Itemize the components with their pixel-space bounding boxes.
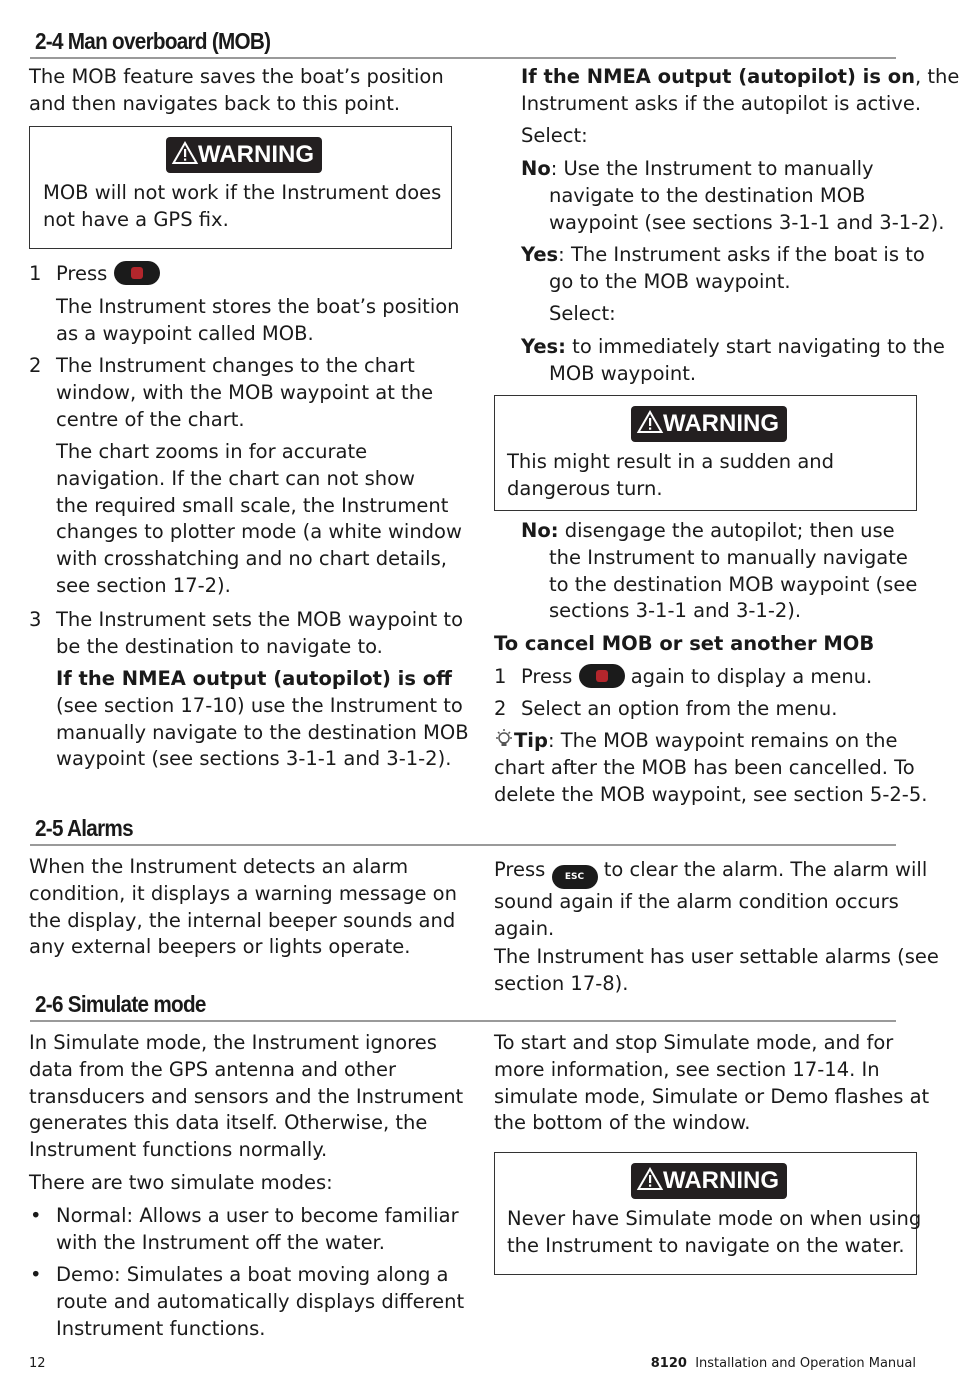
step1-press: Press	[56, 261, 160, 288]
tip-text: Tip: The MOB waypoint remains on the chart after the MOB has been cancelled. To delete the MOB waypoint, see section 5-2-5.	[494, 729, 928, 806]
step-number: 3	[29, 608, 42, 631]
footer-title: 8120 Installation and Operation Manual	[650, 1356, 916, 1371]
option-yes-start: Yes: to immediately start navigating to the MOB waypoint.	[521, 335, 945, 385]
alarm-clear-text: Press ESC to clear the alarm. The alarm will sound again if the alarm condition occurs again.	[494, 858, 928, 940]
warning-label: WARNING	[631, 406, 787, 442]
simulate-description: In Simulate mode, the Instrument ignores data from the GPS antenna and other transducers and sensors and the Instrument generates this data itself. Otherwise, the Instrument functions normally.	[29, 1031, 464, 1162]
mode-normal: Normal: Allows a user to become familiar with the Instrument off the water.	[56, 1204, 459, 1254]
step2-text: The Instrument changes to the chart window, with the MOB waypoint at the centre of the chart.	[56, 354, 434, 431]
esc-button-icon: ESC	[552, 865, 598, 889]
section-heading-simulate: 2-6 Simulate mode	[35, 991, 206, 1017]
step-number: 1	[29, 262, 42, 285]
warning-text-gps: MOB will not work if the Instrument does not have a GPS fix.	[43, 181, 442, 231]
step-number: 2	[29, 354, 42, 377]
nmea-on-text: If the NMEA output (autopilot) is on, the Instrument asks if the autopilot is active.	[521, 65, 959, 115]
warning-triangle-icon	[637, 410, 663, 434]
cancel-step1: Press again to display a menu.	[521, 665, 873, 688]
warning-triangle-icon	[637, 1167, 663, 1191]
warning-label: WARNING	[631, 1163, 787, 1199]
warning-text-turn: This might result in a sudden and dangerous turn.	[507, 450, 835, 500]
mob-button-icon	[579, 664, 625, 688]
simulate-start-stop: To start and stop Simulate mode, and for more information, see section 17-14. In simulate mode, Simulate or Demo flashes at the bottom of the window.	[494, 1031, 930, 1135]
page-number: 12	[29, 1356, 46, 1371]
alarms-description: When the Instrument detects an alarm condition, it displays a warning message on the display, the internal beeper sounds and any external beepers or lights operate.	[29, 855, 457, 959]
warning-text-simulate: Never have Simulate mode on when using the Instrument to navigate on the water.	[507, 1207, 922, 1257]
heading-rule	[30, 57, 896, 59]
bullet: •	[30, 1204, 42, 1227]
bullet: •	[30, 1263, 42, 1286]
select-label: Select:	[549, 302, 616, 325]
mob-button-icon	[114, 261, 160, 285]
warning-label: WARNING	[166, 137, 322, 173]
option-no-manual: No: Use the Instrument to manually navigate to the destination MOB waypoint (see sections 3-1-1 and 3-1-2).	[521, 157, 945, 234]
section-heading-mob: 2-4 Man overboard (MOB)	[35, 28, 271, 54]
two-modes-text: There are two simulate modes:	[29, 1171, 333, 1194]
mob-intro: The MOB feature saves the boat’s position and then navigates back to this point.	[29, 65, 444, 115]
alarm-settable-text: The Instrument has user settable alarms (see section 17-8).	[494, 945, 939, 995]
lightbulb-icon	[494, 729, 514, 749]
nmea-off-text: If the NMEA output (autopilot) is off (see section 17-10) use the Instrument to manually navigate to the destination MOB waypoint (see sections 3-1-1 and 3-1-2).	[56, 667, 469, 771]
section-heading-alarms: 2-5 Alarms	[35, 815, 133, 841]
option-yes-goto: Yes: The Instrument asks if the boat is to go to the MOB waypoint.	[521, 243, 925, 293]
cancel-mob-heading: To cancel MOB or set another MOB	[494, 632, 875, 655]
option-no-disengage: No: disengage the autopilot; then use the Instrument to manually navigate to the destination MOB waypoint (see sections 3-1-1 and 3-1-2).	[521, 519, 918, 623]
step2-more: The chart zooms in for accurate navigation. If the chart can not show the required small scale, the Instrument changes to plotter mode (a white window with crosshatching and no chart details, see section 17-2).	[56, 440, 462, 597]
select-label: Select:	[521, 124, 588, 147]
mode-demo: Demo: Simulates a boat moving along a route and automatically displays different Instrument functions.	[56, 1263, 465, 1340]
cancel-step2: Select an option from the menu.	[521, 697, 838, 720]
step-number: 1	[494, 665, 507, 688]
heading-rule	[30, 1020, 896, 1022]
step1-text: The Instrument stores the boat’s position as a waypoint called MOB.	[56, 295, 460, 345]
step-number: 2	[494, 697, 507, 720]
step3-text: The Instrument sets the MOB waypoint to be the destination to navigate to.	[56, 608, 464, 658]
warning-triangle-icon	[172, 141, 198, 165]
heading-rule	[30, 844, 896, 846]
